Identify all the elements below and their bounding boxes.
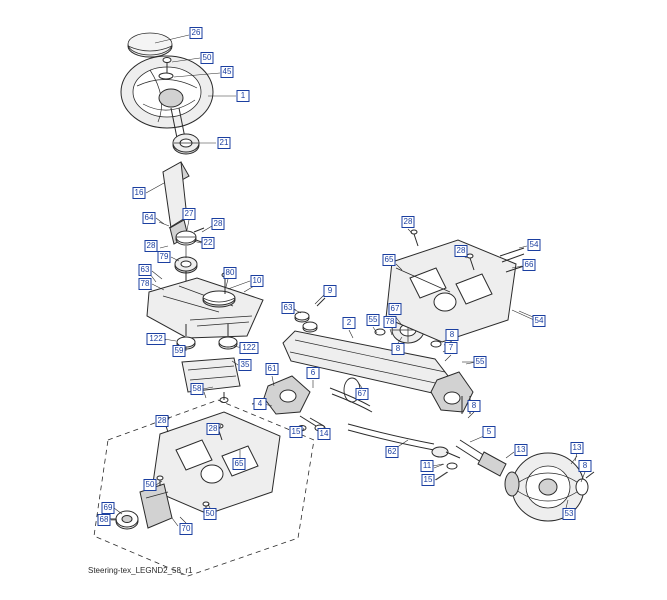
callout-53[interactable]: 53 [563,508,576,520]
callout-28[interactable]: 28 [207,423,220,435]
callout-27[interactable]: 27 [183,208,196,220]
frame-plate-lower [94,400,314,576]
callout-61[interactable]: 61 [266,363,279,375]
callout-4[interactable]: 4 [254,398,267,410]
callout-8[interactable]: 8 [392,343,405,355]
callout-11[interactable]: 11 [421,460,434,472]
callout-8[interactable]: 8 [446,329,459,341]
steering-adapter [173,134,199,154]
callout-67[interactable]: 67 [356,388,369,400]
callout-68[interactable]: 68 [98,514,111,526]
callout-59[interactable]: 59 [173,345,186,357]
callout-79[interactable]: 79 [158,251,171,263]
callout-21[interactable]: 21 [218,137,231,149]
callout-78[interactable]: 78 [139,278,152,290]
callout-50[interactable]: 50 [204,508,217,520]
callout-1[interactable]: 1 [237,90,250,102]
callout-69[interactable]: 69 [102,502,115,514]
callout-10[interactable]: 10 [251,275,264,287]
diagram-caption: Steering-tex_LEGND2_58_r1 [88,566,193,575]
callout-15[interactable]: 15 [290,426,303,438]
callout-13[interactable]: 13 [515,444,528,456]
callout-22[interactable]: 22 [202,237,215,249]
callout-55[interactable]: 55 [367,314,380,326]
callout-28[interactable]: 28 [156,415,169,427]
callout-50[interactable]: 50 [201,52,214,64]
steering-wheel-assembly [121,33,213,138]
callout-65[interactable]: 65 [383,254,396,266]
callout-63[interactable]: 63 [282,302,295,314]
callout-65[interactable]: 65 [233,458,246,470]
callout-7[interactable]: 7 [445,342,458,354]
callout-28[interactable]: 28 [455,245,468,257]
callout-14[interactable]: 14 [318,428,331,440]
callout-16[interactable]: 16 [133,187,146,199]
callout-13[interactable]: 13 [571,442,584,454]
callout-63[interactable]: 63 [139,264,152,276]
callout-58[interactable]: 58 [191,383,204,395]
callout-70[interactable]: 70 [180,523,193,535]
callout-8[interactable]: 8 [579,460,592,472]
callout-8[interactable]: 8 [468,400,481,412]
callout-67[interactable]: 67 [389,303,402,315]
callout-122[interactable]: 122 [240,342,259,354]
callout-28[interactable]: 28 [145,240,158,252]
callout-28[interactable]: 28 [212,218,225,230]
callout-26[interactable]: 26 [190,27,203,39]
callout-55[interactable]: 55 [474,356,487,368]
callout-78[interactable]: 78 [384,316,397,328]
callout-45[interactable]: 45 [221,66,234,78]
callout-50[interactable]: 50 [144,479,157,491]
callout-54[interactable]: 54 [533,315,546,327]
callout-64[interactable]: 64 [143,212,156,224]
callout-80[interactable]: 80 [224,267,237,279]
callout-28[interactable]: 28 [402,216,415,228]
callout-35[interactable]: 35 [239,359,252,371]
callout-66[interactable]: 66 [523,259,536,271]
callout-62[interactable]: 62 [386,446,399,458]
callout-5[interactable]: 5 [483,426,496,438]
callout-6[interactable]: 6 [307,367,320,379]
callout-2[interactable]: 2 [343,317,356,329]
callout-122[interactable]: 122 [147,333,166,345]
callout-15[interactable]: 15 [422,474,435,486]
callout-9[interactable]: 9 [324,285,337,297]
callout-54[interactable]: 54 [528,239,541,251]
